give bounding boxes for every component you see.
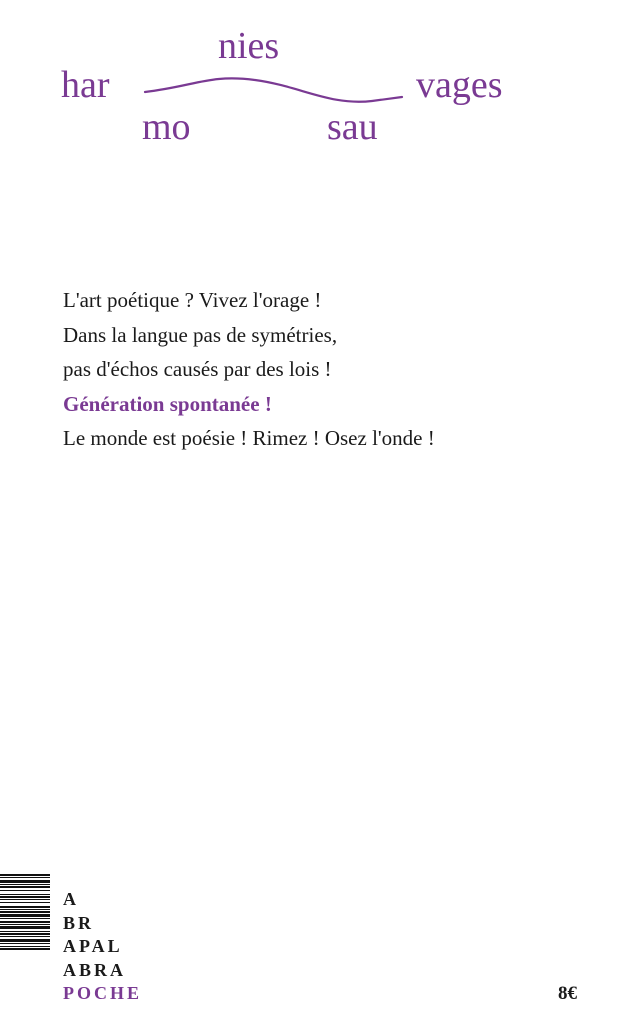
title-fragment-vages: vages [416, 64, 503, 106]
poem-line-emphasized: Génération spontanée ! [63, 391, 272, 416]
wave-line [0, 0, 632, 160]
poem-line: Dans la langue pas de symétries, [63, 322, 338, 347]
price-label: 8€ [558, 983, 577, 1004]
title-fragment-nies: nies [218, 25, 280, 67]
poem-line: Le monde est poésie ! Rimez ! Osez l'onde ! [63, 426, 435, 450]
series-name: POCHE [63, 983, 143, 1003]
title-fragment-mo: mo [142, 106, 191, 148]
barcode-icon [0, 874, 50, 1020]
title-fragment-har: har [61, 64, 110, 106]
poem-line: L'art poétique ? Vivez l'orage ! [63, 288, 322, 312]
imprint-line: ABRA [63, 959, 127, 980]
poem-line: pas d'échos causés par des lois ! [63, 357, 332, 381]
imprint-line: APAL [63, 936, 123, 956]
poem-text [63, 283, 435, 456]
imprint-line: A [63, 889, 79, 909]
publisher-imprint [63, 888, 142, 1006]
title-fragment-sau: sau [327, 106, 378, 148]
imprint-line: BR [63, 912, 95, 933]
